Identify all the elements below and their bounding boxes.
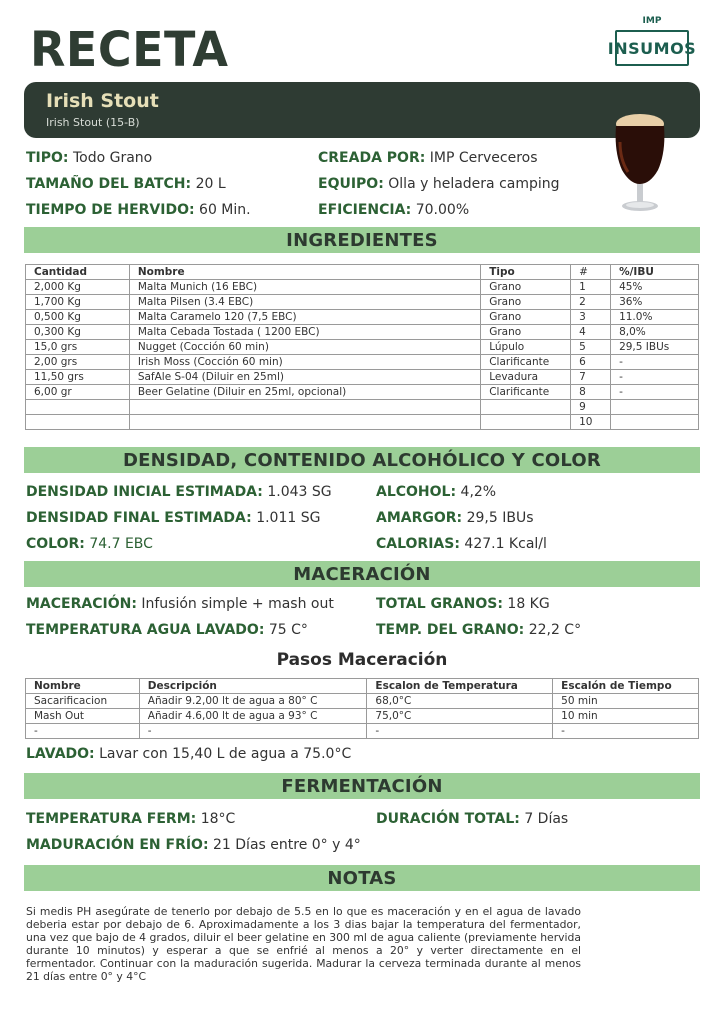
col-nombre: Nombre (129, 265, 480, 280)
duracion-field: DURACIÓN TOTAL: 7 Días (376, 811, 569, 827)
table-cell: 29,5 IBUs (611, 340, 699, 355)
table-cell: - (611, 370, 699, 385)
table-cell: Clarificante (481, 385, 571, 400)
fermentation-heading: FERMENTACIÓN (24, 773, 700, 799)
col-step-nombre: Nombre (26, 679, 140, 694)
table-cell: 45% (611, 280, 699, 295)
table-cell: 10 min (553, 709, 699, 724)
logo-top-text: IMP (642, 16, 662, 26)
table-cell: 2 (571, 295, 611, 310)
table-cell: 1 (571, 280, 611, 295)
table-cell: Sacarificacion (26, 694, 140, 709)
ingredients-heading: INGREDIENTES (24, 227, 700, 253)
lavado-field: LAVADO: Lavar con 15,40 L de agua a 75.0°C (26, 746, 352, 762)
table-cell: 5 (571, 340, 611, 355)
table-cell: 10 (571, 415, 611, 430)
ingredients-table (25, 264, 699, 430)
recipe-name: Irish Stout (46, 90, 159, 112)
table-cell: Lúpulo (481, 340, 571, 355)
ingredients-header-row (26, 265, 699, 280)
col-step-descripcion: Descripción (139, 679, 367, 694)
table-row (26, 340, 699, 355)
creada-por-field: CREADA POR: IMP Cerveceros (318, 150, 538, 166)
table-cell: - (26, 724, 140, 739)
notes-heading: NOTAS (24, 865, 700, 891)
table-cell: 50 min (553, 694, 699, 709)
table-cell: Grano (481, 310, 571, 325)
table-row (26, 709, 699, 724)
table-cell: 68,0°C (367, 694, 553, 709)
table-cell: - (139, 724, 367, 739)
table-cell: Grano (481, 295, 571, 310)
table-cell (481, 400, 571, 415)
table-cell: Grano (481, 325, 571, 340)
table-cell: 2,00 grs (26, 355, 130, 370)
calorias-field: CALORIAS: 427.1 Kcal/l (376, 536, 547, 552)
table-cell: 7 (571, 370, 611, 385)
table-cell (129, 415, 480, 430)
table-cell: 0,300 Kg (26, 325, 130, 340)
table-cell: - (553, 724, 699, 739)
table-row (26, 694, 699, 709)
beer-glass-icon (610, 112, 670, 216)
table-cell: Mash Out (26, 709, 140, 724)
table-cell: Beer Gelatine (Diluir en 25ml, opcional) (129, 385, 480, 400)
table-cell: Grano (481, 280, 571, 295)
table-cell: Clarificante (481, 355, 571, 370)
maceracion-field: MACERACIÓN: Infusión simple + mash out (26, 596, 334, 612)
col-tipo: Tipo (481, 265, 571, 280)
table-cell: 6 (571, 355, 611, 370)
table-cell: Malta Munich (16 EBC) (129, 280, 480, 295)
tipo-field: TIPO: Todo Grano (26, 150, 153, 166)
table-cell: 6,00 gr (26, 385, 130, 400)
table-cell: 11.0% (611, 310, 699, 325)
total-granos-field: TOTAL GRANOS: 18 KG (376, 596, 550, 612)
table-cell: 8 (571, 385, 611, 400)
table-cell (481, 415, 571, 430)
eficiencia-field: EFICIENCIA: 70.00% (318, 202, 470, 218)
table-cell (611, 400, 699, 415)
table-row (26, 400, 699, 415)
table-row (26, 724, 699, 739)
recipe-style: Irish Stout (15-B) (46, 116, 140, 129)
table-cell: 4 (571, 325, 611, 340)
table-cell (26, 400, 130, 415)
equipo-field: EQUIPO: Olla y heladera camping (318, 176, 560, 192)
table-row (26, 370, 699, 385)
temp-grano-field: TEMP. DEL GRANO: 22,2 C° (376, 622, 582, 638)
table-cell: 8,0% (611, 325, 699, 340)
table-cell: Añadir 9.2,00 lt de agua a 80° C (139, 694, 367, 709)
table-cell: 3 (571, 310, 611, 325)
table-cell (129, 400, 480, 415)
table-cell: - (611, 385, 699, 400)
mash-header-row (26, 679, 699, 694)
table-row (26, 295, 699, 310)
table-row (26, 280, 699, 295)
col-percent-ibu: %/IBU (611, 265, 699, 280)
temp-lavado-field: TEMPERATURA AGUA LAVADO: 75 C° (26, 622, 308, 638)
temp-ferm-field: TEMPERATURA FERM: 18°C (26, 811, 236, 827)
mash-heading: MACERACIÓN (24, 561, 700, 587)
table-cell (611, 415, 699, 430)
col-step-temperatura: Escalon de Temperatura (367, 679, 553, 694)
table-cell: 36% (611, 295, 699, 310)
table-cell: SafAle S-04 (Diluir en 25ml) (129, 370, 480, 385)
hervido-field: TIEMPO DE HERVIDO: 60 Min. (26, 202, 251, 218)
col-step-tiempo: Escalón de Tiempo (553, 679, 699, 694)
densidad-inicial-field: DENSIDAD INICIAL ESTIMADA: 1.043 SG (26, 484, 332, 500)
table-row (26, 415, 699, 430)
table-row (26, 385, 699, 400)
imp-insumos-logo (607, 16, 697, 66)
batch-size-field: TAMAÑO DEL BATCH: 20 L (26, 176, 226, 192)
table-cell: Levadura (481, 370, 571, 385)
table-cell: 1,700 Kg (26, 295, 130, 310)
color-field: COLOR: 74.7 EBC (26, 536, 153, 552)
table-cell: 9 (571, 400, 611, 415)
col-cantidad: Cantidad (26, 265, 130, 280)
table-cell: - (611, 355, 699, 370)
table-cell (26, 415, 130, 430)
densidad-final-field: DENSIDAD FINAL ESTIMADA: 1.011 SG (26, 510, 321, 526)
logo-main-text: INSUMOS (607, 38, 697, 58)
mash-steps-table (25, 678, 699, 739)
table-cell: Nugget (Cocción 60 min) (129, 340, 480, 355)
table-cell: Añadir 4.6,00 lt de agua a 93° C (139, 709, 367, 724)
table-cell: 11,50 grs (26, 370, 130, 385)
table-cell: - (367, 724, 553, 739)
table-cell: 15,0 grs (26, 340, 130, 355)
table-cell: 2,000 Kg (26, 280, 130, 295)
col-number: # (571, 265, 611, 280)
recipe-banner (24, 82, 700, 138)
notes-text: Si medis PH asegúrate de tenerlo por debajo de 5.5 en lo que es maceración y en el agua de lavado deberia estar por debajo de 6. Aproximadamente a los 3 dias bajar la temperatura del fermentador, una vez que bajo de 4 grados, diluir el beer gelatine en 300 ml de agua caliente (previamente hervida durante 10 minutos) y esperar a que se enfrié al menos a 20° y verter directamente en el fermentador. Continuar con la maduración sugerida. Madurar la cerveza terminada durante al menos 21 días entre 0° y 4°C (26, 905, 581, 983)
table-cell: 75,0°C (367, 709, 553, 724)
table-cell: 0,500 Kg (26, 310, 130, 325)
mash-steps-title: Pasos Maceración (276, 650, 448, 670)
page-title: RECETA (30, 20, 229, 78)
table-row (26, 325, 699, 340)
table-row (26, 310, 699, 325)
table-cell: Irish Moss (Cocción 60 min) (129, 355, 480, 370)
amargor-field: AMARGOR: 29,5 IBUs (376, 510, 534, 526)
density-heading: DENSIDAD, CONTENIDO ALCOHÓLICO Y COLOR (24, 447, 700, 473)
table-cell: Malta Cebada Tostada ( 1200 EBC) (129, 325, 480, 340)
table-cell: Malta Pilsen (3.4 EBC) (129, 295, 480, 310)
table-row (26, 355, 699, 370)
maduracion-field: MADURACIÓN EN FRÍO: 21 Días entre 0° y 4° (26, 837, 361, 853)
alcohol-field: ALCOHOL: 4,2% (376, 484, 497, 500)
table-cell: Malta Caramelo 120 (7,5 EBC) (129, 310, 480, 325)
